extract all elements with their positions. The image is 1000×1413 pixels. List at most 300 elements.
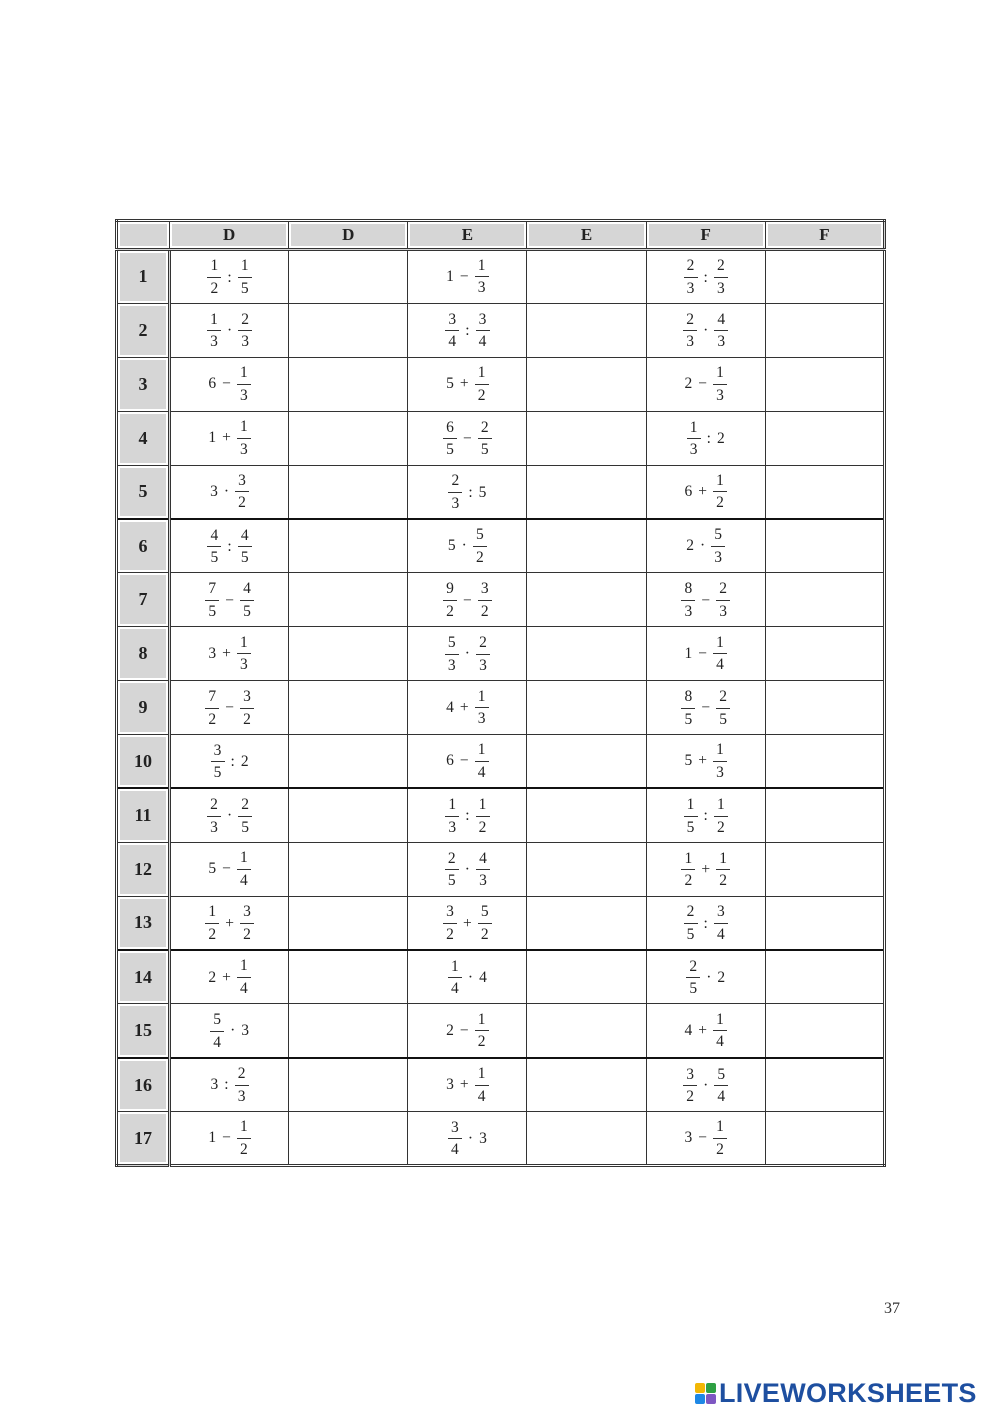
numerator: 2	[686, 959, 700, 979]
table-row	[117, 411, 885, 465]
numerator: 9	[443, 581, 457, 601]
denominator: 4	[213, 1033, 221, 1051]
row-number: 17	[117, 1112, 170, 1166]
fraction	[237, 365, 251, 403]
denominator: 5	[240, 279, 249, 297]
table-row	[117, 1004, 885, 1058]
expression-cell	[408, 465, 527, 519]
answer-cell[interactable]	[527, 788, 646, 842]
numerator: 1	[475, 1066, 489, 1086]
numerator: 1	[475, 742, 489, 762]
numerator: 1	[448, 959, 462, 979]
numerator: 2	[683, 312, 697, 332]
answer-cell[interactable]	[527, 1058, 646, 1112]
expression	[207, 797, 252, 835]
column-header: F	[765, 221, 884, 250]
expression-cell	[408, 950, 527, 1004]
fraction	[683, 312, 697, 350]
operator: ·	[703, 322, 709, 340]
answer-cell[interactable]	[765, 1112, 884, 1166]
whole-number: 5	[447, 537, 456, 555]
whole-number: 6	[208, 375, 217, 393]
numerator: 3	[445, 312, 459, 332]
operator: ·	[703, 1076, 709, 1094]
answer-cell[interactable]	[765, 465, 884, 519]
denominator: 3	[686, 333, 694, 351]
table-row	[117, 842, 885, 896]
answer-cell[interactable]	[289, 357, 408, 411]
fraction	[475, 258, 489, 296]
denominator: 5	[447, 872, 456, 890]
operator: ·	[464, 645, 470, 663]
expression	[684, 1012, 727, 1050]
operator: −	[225, 699, 234, 717]
expression	[446, 1012, 489, 1050]
numerator: 1	[205, 904, 219, 924]
denominator: 5	[689, 980, 698, 998]
answer-cell[interactable]	[765, 250, 884, 304]
numerator: 3	[714, 904, 728, 924]
answer-cell[interactable]	[289, 950, 408, 1004]
expression	[683, 1067, 728, 1105]
denominator: 3	[684, 602, 693, 620]
denominator: 2	[243, 925, 251, 943]
answer-cell[interactable]	[765, 842, 884, 896]
whole-number: 3	[210, 483, 218, 500]
answer-cell[interactable]	[527, 357, 646, 411]
expression	[681, 581, 730, 619]
denominator: 2	[716, 494, 724, 512]
numerator: 1	[476, 797, 490, 817]
numerator: 2	[238, 312, 252, 332]
expression-cell	[408, 681, 527, 735]
denominator: 2	[208, 925, 217, 943]
answer-cell[interactable]	[289, 519, 408, 573]
whole-number: 2	[716, 429, 725, 447]
denominator: 4	[239, 979, 248, 997]
operator: −	[222, 375, 231, 393]
numerator: 1	[714, 797, 728, 817]
operator: +	[459, 375, 469, 393]
numerator: 1	[681, 851, 695, 871]
numerator: 3	[476, 312, 490, 332]
expression-cell	[170, 1112, 289, 1166]
expression	[684, 635, 727, 673]
answer-cell[interactable]	[765, 681, 884, 735]
denominator: 4	[448, 333, 457, 351]
table-row	[117, 788, 885, 842]
denominator: 3	[716, 279, 725, 297]
fraction	[205, 904, 219, 942]
row-number: 14	[117, 950, 170, 1004]
fraction	[687, 420, 701, 458]
denominator: 3	[716, 763, 724, 781]
denominator: 5	[208, 602, 217, 620]
answer-cell[interactable]	[765, 627, 884, 681]
fraction	[205, 689, 219, 727]
numerator: 5	[445, 635, 459, 655]
fraction	[237, 850, 251, 888]
denominator: 3	[448, 818, 457, 836]
denominator: 5	[210, 549, 219, 567]
fraction	[210, 1012, 224, 1050]
fraction	[445, 312, 459, 350]
table-row	[117, 573, 885, 627]
answer-cell[interactable]	[527, 896, 646, 950]
table-row	[117, 896, 885, 950]
whole-number: 4	[684, 1021, 693, 1039]
whole-number: 3	[208, 644, 217, 662]
table-row	[117, 1058, 885, 1112]
fraction	[237, 958, 251, 996]
whole-number: 6	[446, 752, 454, 770]
fraction	[714, 904, 728, 942]
row-number: 15	[117, 1004, 170, 1058]
whole-number: 1	[684, 644, 693, 662]
answer-cell[interactable]	[765, 519, 884, 573]
row-number: 4	[117, 411, 170, 465]
denominator: 5	[240, 549, 249, 567]
fraction	[716, 581, 730, 619]
denominator: 3	[447, 656, 456, 674]
fraction	[235, 473, 249, 511]
fraction	[681, 581, 695, 619]
whole-number: 3	[684, 1129, 693, 1147]
answer-cell[interactable]	[289, 303, 408, 357]
answer-cell[interactable]	[527, 681, 646, 735]
denominator: 5	[243, 602, 251, 620]
expression	[446, 258, 489, 296]
whole-number: 2	[684, 375, 693, 393]
denominator: 2	[239, 1140, 248, 1158]
column-header: F	[646, 221, 765, 250]
row-number: 7	[117, 573, 170, 627]
numerator: 1	[237, 1119, 251, 1139]
answer-cell[interactable]	[289, 627, 408, 681]
denominator: 3	[451, 494, 460, 512]
expression	[205, 581, 254, 619]
operator: −	[701, 699, 711, 717]
answer-cell[interactable]	[289, 842, 408, 896]
expression	[208, 958, 251, 996]
numerator: 4	[238, 528, 252, 548]
corner-cell	[117, 221, 170, 250]
fraction	[476, 797, 490, 835]
answer-cell[interactable]	[765, 1058, 884, 1112]
expression-cell	[646, 1004, 765, 1058]
operator: :	[468, 483, 473, 501]
denominator: 5	[446, 441, 454, 459]
answer-cell[interactable]	[289, 573, 408, 627]
fraction	[714, 1067, 728, 1105]
operator: :	[230, 752, 235, 770]
answer-cell[interactable]	[527, 1004, 646, 1058]
fraction	[713, 635, 727, 673]
fraction	[713, 1119, 727, 1157]
expression	[208, 850, 251, 888]
denominator: 2	[446, 925, 454, 943]
fraction	[714, 258, 728, 296]
answer-cell[interactable]	[289, 1058, 408, 1112]
expression-cell	[646, 681, 765, 735]
operator: −	[459, 268, 469, 286]
fraction	[211, 743, 225, 781]
answer-cell[interactable]	[289, 250, 408, 304]
numerator: 2	[238, 797, 252, 817]
fraction	[686, 959, 700, 997]
row-number: 13	[117, 896, 170, 950]
expression-cell	[408, 303, 527, 357]
numerator: 2	[684, 258, 698, 278]
numerator: 1	[207, 312, 221, 332]
expression	[211, 743, 249, 781]
operator: :	[706, 429, 711, 447]
numerator: 1	[713, 1119, 727, 1139]
answer-cell[interactable]	[527, 627, 646, 681]
fraction	[684, 904, 698, 942]
answer-cell[interactable]	[527, 303, 646, 357]
fraction	[476, 312, 490, 350]
denominator: 2	[480, 925, 489, 943]
numerator: 5	[478, 904, 492, 924]
expression-cell	[646, 357, 765, 411]
operator: :	[703, 268, 708, 286]
operator: +	[698, 1021, 707, 1039]
numerator: 4	[714, 312, 728, 332]
fraction	[476, 851, 490, 889]
expression	[445, 312, 489, 350]
whole-number: 4	[446, 698, 454, 716]
expression-cell	[170, 573, 289, 627]
expression-cell	[646, 519, 765, 573]
numerator: 2	[714, 258, 728, 278]
table-row	[117, 465, 885, 519]
expression-cell	[170, 303, 289, 357]
fraction	[238, 528, 252, 566]
fraction	[681, 689, 695, 727]
denominator: 2	[686, 1088, 694, 1106]
expression	[684, 742, 727, 780]
answer-cell[interactable]	[527, 411, 646, 465]
numerator: 1	[238, 258, 252, 278]
answer-cell[interactable]	[527, 250, 646, 304]
fraction	[713, 1012, 727, 1050]
operator: +	[225, 914, 234, 932]
answer-cell[interactable]	[289, 735, 408, 789]
answer-cell[interactable]	[527, 465, 646, 519]
numerator: 1	[475, 689, 489, 709]
answer-cell[interactable]	[765, 896, 884, 950]
denominator: 2	[208, 710, 217, 728]
fraction	[476, 635, 490, 673]
answer-cell[interactable]	[765, 357, 884, 411]
expression	[443, 420, 492, 458]
denominator: 4	[717, 1088, 726, 1106]
brand-name: LIVEWORKSHEETS	[719, 1377, 977, 1408]
numerator: 3	[448, 1120, 462, 1140]
column-header: D	[289, 221, 408, 250]
answer-cell[interactable]	[765, 735, 884, 789]
operator: +	[222, 644, 231, 662]
numerator: 1	[713, 635, 727, 655]
denominator: 3	[239, 386, 248, 404]
numerator: 5	[210, 1012, 224, 1032]
answer-cell[interactable]	[289, 788, 408, 842]
fraction	[478, 904, 492, 942]
expression	[208, 365, 251, 403]
expression-cell	[408, 788, 527, 842]
expression	[686, 959, 725, 997]
operator: +	[459, 698, 469, 716]
answer-cell[interactable]	[765, 411, 884, 465]
answer-cell[interactable]	[765, 788, 884, 842]
whole-number: 2	[208, 968, 217, 986]
expression-cell	[170, 788, 289, 842]
expression-cell	[170, 465, 289, 519]
logo-square	[695, 1394, 705, 1404]
numerator: 1	[713, 1012, 727, 1032]
denominator: 5	[686, 925, 695, 943]
operator: ·	[226, 807, 233, 825]
denominator: 3	[237, 1087, 246, 1105]
whole-number: 6	[684, 483, 693, 500]
denominator: 3	[477, 710, 486, 728]
denominator: 5	[241, 818, 250, 836]
expression	[684, 1119, 727, 1157]
operator: :	[227, 537, 232, 555]
logo-square	[695, 1383, 705, 1393]
expression-cell	[408, 519, 527, 573]
answer-cell[interactable]	[289, 681, 408, 735]
expression	[211, 1066, 249, 1104]
answer-cell[interactable]	[765, 573, 884, 627]
answer-cell[interactable]	[527, 573, 646, 627]
expression	[443, 904, 492, 942]
operator: +	[698, 483, 707, 500]
answer-cell[interactable]	[765, 950, 884, 1004]
row-number: 16	[117, 1058, 170, 1112]
numerator: 5	[473, 527, 487, 547]
numerator: 3	[478, 581, 492, 601]
fraction	[207, 258, 221, 296]
expression-cell	[170, 627, 289, 681]
whole-number: 2	[446, 1021, 454, 1039]
header-row	[117, 221, 885, 250]
whole-number: 3	[446, 1076, 454, 1094]
numerator: 8	[681, 689, 695, 709]
expression-cell	[646, 1058, 765, 1112]
fraction	[475, 1066, 489, 1104]
expression	[208, 1119, 251, 1157]
answer-cell[interactable]	[289, 411, 408, 465]
numerator: 4	[476, 851, 490, 871]
denominator: 4	[477, 763, 486, 781]
operator: +	[222, 968, 231, 986]
expression-cell	[408, 627, 527, 681]
numerator: 1	[207, 258, 221, 278]
fraction	[448, 1120, 462, 1158]
whole-number: 1	[208, 429, 217, 447]
numerator: 1	[475, 365, 489, 385]
whole-number: 5	[684, 752, 693, 770]
expression	[686, 527, 725, 565]
expression	[210, 1012, 249, 1050]
numerator: 3	[211, 743, 225, 763]
expression	[448, 527, 487, 565]
denominator: 3	[689, 441, 698, 459]
fraction	[713, 473, 727, 511]
answer-cell[interactable]	[289, 1004, 408, 1058]
expression	[208, 635, 251, 673]
denominator: 5	[213, 764, 222, 782]
operator: −	[698, 644, 707, 662]
operator: −	[459, 752, 469, 770]
numerator: 7	[205, 581, 219, 601]
denominator: 3	[479, 656, 487, 674]
expression-cell	[408, 573, 527, 627]
expression-cell	[408, 896, 527, 950]
fraction	[713, 365, 727, 403]
answer-cell[interactable]	[527, 950, 646, 1004]
denominator: 2	[480, 602, 489, 620]
table-row	[117, 735, 885, 789]
fraction	[443, 420, 457, 458]
expression-cell	[170, 681, 289, 735]
numerator: 1	[475, 1012, 489, 1032]
fraction	[238, 258, 252, 296]
table-row	[117, 950, 885, 1004]
fraction	[683, 1067, 697, 1105]
expression-cell	[646, 842, 765, 896]
expression	[446, 365, 489, 403]
expression-cell	[646, 303, 765, 357]
answer-cell[interactable]	[527, 1112, 646, 1166]
whole-number: 5	[208, 860, 217, 878]
answer-cell[interactable]	[527, 735, 646, 789]
whole-number: 5	[478, 483, 487, 501]
expression	[446, 689, 489, 727]
answer-cell[interactable]	[289, 1112, 408, 1166]
table-row	[117, 519, 885, 573]
numerator: 4	[207, 528, 221, 548]
answer-cell[interactable]	[289, 896, 408, 950]
fraction	[445, 851, 459, 889]
answer-cell[interactable]	[765, 1004, 884, 1058]
denominator: 2	[475, 548, 484, 566]
numerator: 3	[240, 689, 254, 709]
numerator: 3	[235, 473, 249, 493]
fraction	[238, 312, 252, 350]
operator: −	[459, 1021, 469, 1039]
fraction	[207, 312, 221, 350]
expression	[445, 851, 490, 889]
operator: :	[703, 914, 708, 932]
row-number: 8	[117, 627, 170, 681]
operator: −	[222, 1129, 231, 1147]
operator: −	[701, 591, 711, 609]
expression-cell	[408, 1058, 527, 1112]
answer-cell[interactable]	[527, 519, 646, 573]
fraction	[448, 473, 462, 511]
operator: :	[465, 322, 470, 340]
expression-cell	[170, 411, 289, 465]
expression	[684, 473, 727, 511]
expression-cell	[646, 573, 765, 627]
answer-cell[interactable]	[765, 303, 884, 357]
answer-cell[interactable]	[527, 842, 646, 896]
logo-square	[706, 1394, 716, 1404]
answer-cell[interactable]	[289, 465, 408, 519]
